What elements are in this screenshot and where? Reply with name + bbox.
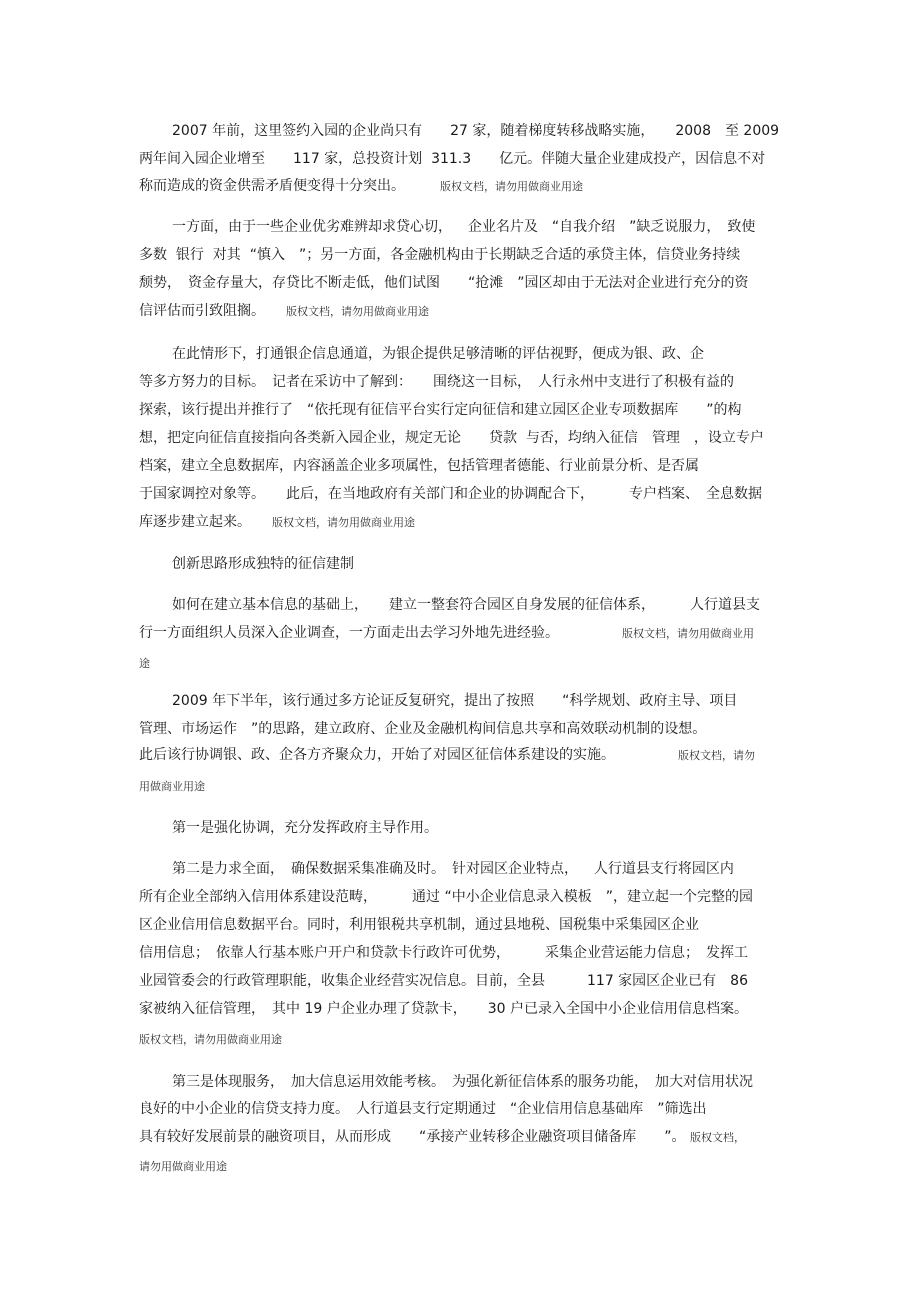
- text-line: 业园管委会的行政管理职能，收集企业经营实况信息。目前，全县 117 家园区企业已有 86: [139, 973, 748, 989]
- watermark-text: 版权文档，请勿用做商业用: [622, 627, 754, 640]
- watermark-text: 版权文档，请勿: [678, 749, 755, 762]
- text-line: 良好的中小企业的信贷支持力度。 人行道县支行定期通过 “企业信用信息基础库 ”筛选出: [139, 1101, 707, 1117]
- text-line: 行一方面组织人员深入企业调查，一方面走出去学习外地先进经验。 版权文档，请勿用做商业用: [139, 625, 754, 641]
- text-line: [139, 1030, 784, 1049]
- text-line: 称而造成的资金供需矛盾便变得十分突出。 版权文档，请勿用做商业用途: [139, 178, 583, 194]
- text-line: 家被纳入征信管理， 其中 19 户企业办理了贷款卡， 30 户已录入全国中小企业信用信息档案。: [139, 1001, 748, 1017]
- text-line: 第二是力求全面， 确保数据采集准确及时。 针对园区企业特点， 人行道县支行将园区内: [172, 861, 734, 877]
- text-line: 多数 银行 对其 “慎入 ”；另一方面，各金融机构由于长期缺乏合适的承贷主体，信贷业务持续: [139, 247, 741, 263]
- text-line: 2007 年前，这里签约入园的企业尚只有 27 家，随着梯度转移战略实施， 2008 至 2009: [172, 123, 780, 139]
- watermark-text: 请勿用做商业用途: [139, 1160, 227, 1173]
- text-line: 信用信息； 依靠人行基本账户开户和贷款卡行政许可优势， 采集企业营运能力信息； 发挥工: [139, 945, 748, 961]
- text-line: 想，把定向征信直接指向各类新入园企业，规定无论 贷款 与否，均纳入征信 管理 ，设立专户: [139, 430, 764, 446]
- text-line: 区企业信用信息数据平台。同时，利用银税共享机制，通过县地税、国税集中采集园区企业: [139, 917, 699, 933]
- text-line: 2009 年下半年，该行通过多方论证反复研究，提出了按照 “科学规划、政府主导、项目: [172, 693, 738, 709]
- text-line: 第一是强化协调，充分发挥政府主导作用。: [172, 820, 438, 836]
- text-line: 一方面，由于一些企业优劣难辨却求贷心切， 企业名片及 “自我介绍 ”缺乏说服力， 致使: [172, 219, 756, 235]
- watermark-text: 版权文档，请勿用做商业用途: [440, 180, 583, 193]
- text-line: 此后该行协调银、政、企各方齐聚众力，开始了对园区征信体系建设的实施。 版权文档，请勿: [139, 747, 755, 763]
- text-line: [139, 777, 784, 796]
- text-line: 档案，建立全息数据库，内容涵盖企业多项属性，包括管理者德能、行业前景分析、是否属: [139, 458, 699, 474]
- text-line: 颓势， 资金存量大，存贷比不断走低，他们试图 “抢滩 ”园区却由于无法对企业进行充分的资: [139, 275, 749, 291]
- text-line: 具有较好发展前景的融资项目，从而形成 “承接产业转移企业融资项目储备库 ”。 版权文档，: [139, 1129, 745, 1145]
- text-line: [139, 654, 784, 673]
- text-line: 如何在建立基本信息的基础上， 建立一整套符合园区自身发展的征信体系， 人行道县支: [172, 597, 760, 613]
- text-line: 第三是体现服务， 加大信息运用效能考核。 为强化新征信体系的服务功能， 加大对信用状况: [172, 1074, 753, 1090]
- text-line: 于国家调控对象等。 此后，在当地政府有关部门和企业的协调配合下， 专户档案、 全息数据: [139, 486, 762, 502]
- text-line: 库逐步建立起来。 版权文档，请勿用做商业用途: [139, 514, 415, 530]
- watermark-text: 版权文档，请勿用做商业用途: [286, 305, 429, 318]
- text-line: 等多方努力的目标。 记者在采访中了解到： 围绕这一目标， 人行永州中支进行了积极有益的: [139, 374, 734, 390]
- text-line: 探索，该行提出并推行了 “依托现有征信平台实行定向征信和建立园区企业专项数据库 ”的构: [139, 402, 742, 418]
- text-line: 信评估而引致阻搁。 版权文档，请勿用做商业用途: [139, 303, 429, 319]
- text-line: 两年间入园企业增至 117 家，总投资计划 311.3 亿元。伴随大量企业建成投产，因信息不对: [139, 151, 766, 167]
- text-line: 管理、市场运作 ”的思路，建立政府、企业及金融机构间信息共享和高效联动机制的设想。: [139, 721, 707, 737]
- watermark-text: 版权文档，: [689, 1131, 745, 1144]
- section-heading: 创新思路形成独特的征信建制: [172, 556, 354, 572]
- watermark-text: 途: [139, 657, 150, 670]
- watermark-text: 用做商业用途: [139, 780, 205, 793]
- text-line: 在此情形下，打通银企信息通道，为银企提供足够清晰的评估视野，便成为银、政、企: [172, 346, 704, 362]
- text-line: [139, 1157, 784, 1176]
- watermark-text: 版权文档，请勿用做商业用途: [139, 1033, 282, 1046]
- text-line: 所有企业全部纳入信用体系建设范畴， 通过 “中小企业信息录入模板 ”，建立起一个完整的园: [139, 889, 753, 905]
- watermark-text: 版权文档，请勿用做商业用途: [272, 516, 415, 529]
